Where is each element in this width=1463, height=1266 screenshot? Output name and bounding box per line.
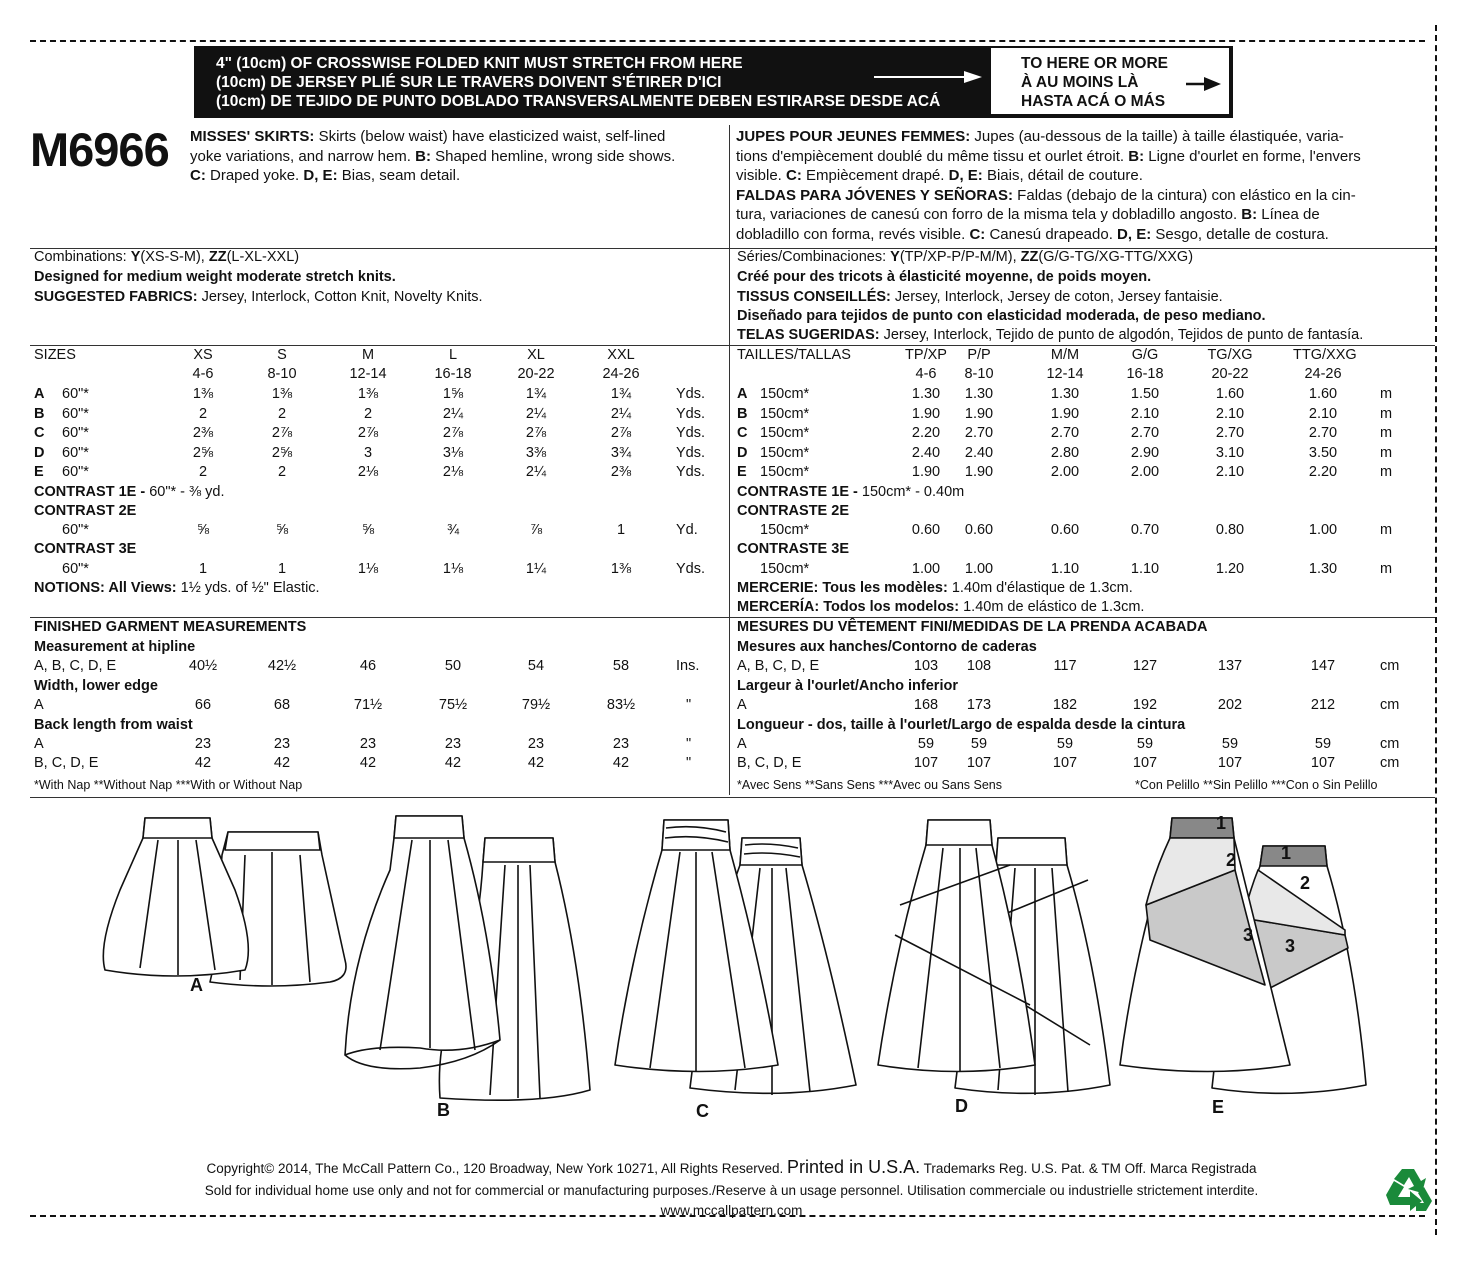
- fabric-width: 60"*: [62, 386, 89, 402]
- footer-copyright: Copyright© 2014, The McCall Pattern Co., 120 Broadway, New York 10271, All Rights Reserved. Printed in U.S.A. Trademarks Reg. U.S. Pat. & TM Off. Marca Registrada: [206, 1157, 1257, 1177]
- yardage-value: ⅝: [196, 522, 210, 538]
- measurement-value: 202: [1217, 697, 1243, 713]
- yardage-value: 2.40: [964, 444, 994, 461]
- measurement-value: 107: [1052, 755, 1078, 771]
- measurement-value: 103: [913, 658, 939, 674]
- measurement-value: 182: [1052, 697, 1078, 713]
- yardage-value: 2⅜: [192, 425, 214, 441]
- measurement-value: 42: [444, 755, 462, 771]
- unit: m: [1380, 425, 1393, 441]
- combinations-fr-es: Séries/Combinaciones: Y(TP/XP-P/P-M/M), ZZ(G/G-TG/XG-TTG/XXG): [737, 249, 1194, 265]
- footer-website: www.mccallpattern.com: [660, 1203, 803, 1218]
- measurement-value: 23: [612, 736, 630, 752]
- yardage-value: 2: [363, 405, 373, 422]
- unit: Yds.: [676, 444, 706, 461]
- measurement-title: Longueur - dos, taille à l'ourlet/Largo de espalda desde la cintura: [737, 717, 1186, 733]
- fabric-width: 60"*: [62, 425, 89, 441]
- measurement-value: 107: [1310, 755, 1336, 771]
- measurement-views: A: [737, 736, 747, 752]
- measurement-value: 54: [527, 658, 545, 674]
- unit: Yds.: [676, 561, 706, 577]
- measurement-views: A: [34, 697, 44, 713]
- measurement-value: 23: [194, 736, 212, 752]
- fabric-width: 150cm*: [760, 522, 810, 538]
- unit: Yd.: [676, 522, 698, 538]
- yardage-value: 2.90: [1130, 444, 1160, 461]
- column-divider: [729, 125, 730, 795]
- measurement-value: 83½: [606, 697, 636, 713]
- unit: m: [1380, 561, 1393, 577]
- yardage-value: 2.10: [1130, 405, 1160, 422]
- fabric-width: 60"*: [62, 464, 89, 480]
- measurement-title: Mesures aux hanches/Contorno de caderas: [737, 639, 1037, 655]
- unit: m: [1380, 405, 1393, 422]
- size-name: G/G: [1131, 347, 1159, 363]
- unit: Ins.: [676, 658, 700, 674]
- measurement-value: 107: [966, 755, 992, 771]
- measurement-value: 117: [1053, 658, 1077, 674]
- unit: Yds.: [676, 464, 706, 480]
- yardage-value: 1.30: [1308, 561, 1338, 577]
- fabric-width: 60"*: [62, 561, 89, 577]
- unit: ": [686, 697, 692, 713]
- view-letter: B: [737, 405, 748, 422]
- measurement-value: 107: [1217, 755, 1243, 771]
- piece-number-1: 1: [1216, 813, 1227, 833]
- measurement-value: 68: [273, 697, 291, 713]
- measurement-value: 147: [1310, 658, 1336, 674]
- unit: m: [1380, 522, 1393, 538]
- measurement-value: 107: [1132, 755, 1158, 771]
- measurement-title: Width, lower edge: [34, 678, 158, 694]
- nap-note-fr: *Avec Sens **Sans Sens ***Avec ou Sans Sens: [737, 778, 1002, 792]
- contrast-1e: CONTRAST 1E - 60"* - ⅜ yd.: [34, 484, 225, 500]
- suggested-fabrics-fr: TISSUS CONSEILLÉS: Jersey, Interlock, Jersey de coton, Jersey fantaisie.: [737, 289, 1223, 305]
- measurement-value: 79½: [521, 697, 551, 713]
- yardage-value: 2: [198, 464, 208, 480]
- top-cut-line: [30, 40, 1425, 42]
- yardage-value: 2: [277, 405, 287, 422]
- yardage-value: 2.70: [1050, 425, 1080, 441]
- size-number: 8-10: [964, 366, 994, 382]
- yardage-value: 0.60: [1050, 522, 1080, 538]
- fabric-width: 60"*: [62, 444, 89, 461]
- unit: ": [686, 755, 692, 771]
- view-e-label: E: [1212, 1097, 1225, 1117]
- yardage-value: 2⅛: [442, 464, 464, 480]
- measurement-value: 192: [1132, 697, 1158, 713]
- view-letter: D: [737, 444, 748, 461]
- yardage-value: 1¼: [525, 561, 547, 577]
- measurement-value: 168: [913, 697, 939, 713]
- measurement-title: Largeur à l'ourlet/Ancho inferior: [737, 678, 958, 694]
- yardage-value: 2.70: [1215, 425, 1245, 441]
- sizes-label-fr-es: TAILLES/TALLAS: [737, 347, 851, 363]
- measurement-value: 59: [970, 736, 988, 752]
- size-name: TTG/XXG: [1293, 347, 1357, 363]
- yardage-value: 0.60: [911, 522, 941, 538]
- rule: [30, 797, 1435, 798]
- arrow-right-icon: [874, 70, 984, 84]
- yardage-value: 0.70: [1130, 522, 1160, 538]
- unit: m: [1380, 464, 1393, 480]
- yardage-value: 1.30: [1050, 386, 1080, 402]
- unit: m: [1380, 444, 1393, 461]
- nap-note-es: *Con Pelillo **Sin Pelillo ***Con o Sin Pelillo: [1135, 778, 1378, 792]
- measurement-views: A: [737, 697, 747, 713]
- yardage-value: ¾: [446, 522, 460, 538]
- unit: Yds.: [676, 405, 706, 422]
- measurement-value: 42: [273, 755, 291, 771]
- measurement-views: A, B, C, D, E: [34, 658, 117, 674]
- unit: Yds.: [676, 386, 706, 402]
- stretch-gauge-text: 4" (10cm) OF CROSSWISE FOLDED KNIT MUST STRETCH FROM HERE (10cm) DE JERSEY PLIÉ SUR LE TRAVERS DOIVENT S'ÉTIRER D'ICI (10cm) DE TEJIDO DE PUNTO DOBLADO TRANSVERSALMENTE DEBEN ESTIRARSE DESDE ACÁ: [216, 55, 941, 110]
- size-name: L: [448, 347, 458, 363]
- yardage-value: 1.00: [1308, 522, 1338, 538]
- view-letter: B: [34, 405, 45, 422]
- yardage-value: 2.70: [1130, 425, 1160, 441]
- measurement-value: 127: [1132, 658, 1158, 674]
- measurement-value: 71½: [353, 697, 383, 713]
- description-en: MISSES' SKIRTS: Skirts (below waist) have elasticized waist, self-lined yoke variations, and narrow hem. B: Shaped hemline, wrong side shows. C: Draped yoke. D, E: Bias, seam detail.: [190, 128, 676, 184]
- measurement-views: A, B, C, D, E: [737, 658, 820, 674]
- size-name: TP/XP: [905, 347, 947, 363]
- measurement-views: B, C, D, E: [737, 755, 802, 771]
- measurement-value: 75½: [438, 697, 468, 713]
- yardage-value: 1⅝: [442, 386, 464, 402]
- yardage-value: 1.90: [1050, 405, 1080, 422]
- measurement-value: 173: [966, 697, 992, 713]
- suggested-fabrics-es: TELAS SUGERIDAS: Jersey, Interlock, Tejido de punto de algodón, Tejidos de punto de fantasía.: [737, 327, 1364, 343]
- fabric-width: 150cm*: [760, 425, 810, 441]
- contrast-1e: CONTRASTE 1E - 150cm* - 0.40m: [737, 484, 965, 500]
- yardage-value: 2⅞: [610, 425, 632, 441]
- size-number: 12-14: [349, 366, 387, 382]
- measurement-value: 23: [359, 736, 377, 752]
- piece-number-1: 1: [1281, 843, 1292, 863]
- measurement-value: 66: [194, 697, 212, 713]
- yardage-value: 1.60: [1308, 386, 1338, 402]
- size-name: P/P: [967, 347, 991, 363]
- yardage-value: 1.60: [1215, 386, 1245, 402]
- view-c-label: C: [696, 1101, 709, 1121]
- measurement-title: Back length from waist: [34, 717, 193, 733]
- sizes-label-en: SIZES: [34, 347, 76, 363]
- yardage-value: 2: [198, 405, 208, 422]
- size-name: S: [277, 347, 287, 363]
- view-letter: E: [737, 464, 747, 480]
- size-number: 4-6: [192, 366, 214, 382]
- arrow-right-icon: [1186, 76, 1222, 92]
- yardage-value: 1.20: [1215, 561, 1245, 577]
- yardage-value: 2⅝: [192, 444, 214, 461]
- designed-for-es: Diseñado para tejidos de punto con elasticidad moderada, de peso mediano.: [737, 308, 1266, 324]
- yardage-value: ⅞: [529, 522, 543, 538]
- measurement-value: 50: [444, 658, 462, 674]
- size-name: XXL: [607, 347, 635, 363]
- yardage-value: 2.00: [1050, 464, 1080, 480]
- piece-number-2: 2: [1300, 873, 1311, 893]
- contrast-3e-label: CONTRAST 3E: [34, 541, 137, 557]
- recycle-icon: [1380, 1165, 1436, 1217]
- size-number: 24-26: [1304, 366, 1342, 382]
- yardage-value: 2.10: [1215, 405, 1245, 422]
- fabric-width: 150cm*: [760, 444, 810, 461]
- notions-en: NOTIONS: All Views: 1½ yds. of ½" Elastic.: [34, 580, 320, 596]
- fabric-width: 60"*: [62, 405, 89, 422]
- measurement-value: 59: [917, 736, 935, 752]
- yardage-value: 2¼: [610, 405, 632, 422]
- unit: Yds.: [676, 425, 706, 441]
- yardage-value: 1⅛: [442, 561, 464, 577]
- nap-note-en: *With Nap **Without Nap ***With or Without Nap: [34, 778, 303, 792]
- yardage-value: 3.10: [1215, 444, 1245, 461]
- designed-for-fr: Créé pour des tricots à élasticité moyenne, de poids moyen.: [737, 269, 1152, 285]
- size-name: M/M: [1050, 347, 1080, 363]
- view-letter: A: [737, 386, 748, 402]
- measurement-value: 42½: [267, 658, 297, 674]
- measurement-value: 23: [273, 736, 291, 752]
- notions-fr: MERCERIE: Tous les modèles: 1.40m d'élastique de 1.3cm.: [737, 580, 1133, 596]
- unit: cm: [1380, 736, 1400, 752]
- size-name: XL: [527, 347, 545, 363]
- yardage-value: 2.00: [1130, 464, 1160, 480]
- yardage-value: 2.10: [1215, 464, 1245, 480]
- combinations-en: Combinations: Y(XS-S-M), ZZ(L-XL-XXL): [34, 249, 300, 265]
- measurement-value: 59: [1314, 736, 1332, 752]
- yardage-value: 3⅛: [442, 444, 464, 461]
- measurement-title: Measurement at hipline: [34, 639, 196, 655]
- pattern-number: M6966: [30, 123, 169, 176]
- measurement-value: 58: [612, 658, 630, 674]
- yardage-value: 1⅜: [192, 386, 214, 402]
- yardage-value: 1.90: [911, 464, 941, 480]
- size-name: M: [361, 347, 375, 363]
- yardage-value: 2¼: [442, 405, 464, 422]
- yardage-value: 1.50: [1130, 386, 1160, 402]
- yardage-value: 1.90: [964, 405, 994, 422]
- unit: m: [1380, 386, 1393, 402]
- yardage-value: 3¾: [610, 444, 632, 461]
- view-letter: C: [34, 425, 45, 441]
- designed-for-en: Designed for medium weight moderate stretch knits.: [34, 269, 396, 285]
- yardage-value: 2: [277, 464, 287, 480]
- measurement-value: 42: [194, 755, 212, 771]
- fabric-width: 150cm*: [760, 386, 810, 402]
- view-d-label: D: [955, 1096, 968, 1116]
- piece-number-2: 2: [1226, 850, 1237, 870]
- yardage-value: 1⅜: [610, 561, 632, 577]
- yardage-value: ⅝: [275, 522, 289, 538]
- unit: cm: [1380, 755, 1400, 771]
- size-number: 16-18: [1126, 366, 1164, 382]
- unit: cm: [1380, 697, 1400, 713]
- yardage-value: 2¼: [525, 464, 547, 480]
- fabric-width: 150cm*: [760, 561, 810, 577]
- yardage-value: 2.20: [911, 425, 941, 441]
- size-number: 4-6: [915, 366, 937, 382]
- size-name: XS: [193, 347, 213, 363]
- fgm-title-fr-es: MESURES DU VÊTEMENT FINI/MEDIDAS DE LA PRENDA ACABADA: [737, 619, 1208, 635]
- measurement-value: 42: [612, 755, 630, 771]
- yardage-value: 2⅝: [271, 444, 293, 461]
- yardage-value: 2.40: [911, 444, 941, 461]
- yardage-value: 2⅛: [357, 464, 379, 480]
- size-number: 20-22: [1211, 366, 1249, 382]
- measurement-value: 212: [1310, 697, 1336, 713]
- measurement-value: 59: [1056, 736, 1074, 752]
- notions-es: MERCERÍA: Todos los modelos: 1.40m de elástico de 1.3cm.: [737, 599, 1145, 615]
- measurement-value: 46: [359, 658, 377, 674]
- yardage-value: 2.10: [1308, 405, 1338, 422]
- unit: ": [686, 736, 692, 752]
- fabric-width: 150cm*: [760, 464, 810, 480]
- size-number: 16-18: [434, 366, 472, 382]
- yardage-value: 1: [616, 522, 626, 538]
- yardage-value: 0.80: [1215, 522, 1245, 538]
- size-number: 12-14: [1046, 366, 1084, 382]
- view-letter: A: [34, 386, 45, 402]
- yardage-value: 1⅜: [357, 386, 379, 402]
- measurement-views: A: [34, 736, 44, 752]
- stretch-gauge: [194, 46, 1233, 118]
- measurement-value: 40½: [188, 658, 218, 674]
- yardage-value: 1.00: [911, 561, 941, 577]
- view-letter: E: [34, 464, 44, 480]
- yardage-value: 3⅜: [525, 444, 547, 461]
- yardage-value: 1⅛: [357, 561, 379, 577]
- view-letter: C: [737, 425, 748, 441]
- yardage-value: 1.30: [964, 386, 994, 402]
- view-b-label: B: [437, 1100, 450, 1120]
- yardage-value: 0.60: [964, 522, 994, 538]
- measurement-value: 137: [1217, 658, 1243, 674]
- description-fr-es: JUPES POUR JEUNES FEMMES: Jupes (au-dessous de la taille) à taille élastiquée, varia- tions d'empiècement doublé du même tissu et ourlet étroit. B: Ligne d'ourlet en forme, l'envers visible. C: Empiècement drapé. D, E: Biais, détail de couture. FALDAS PARA JÓVENES Y SEÑORAS: Faldas (debajo de la cintura) con elástico en la cin- tura, variaciones de canesú con forro de la misma tela y dobladillo angosto. B: Línea de dobladillo con forma, revés visible. C: Canesú drapeado. D, E: Sesgo, detalle de costura.: [736, 128, 1361, 243]
- yardage-value: 1: [198, 561, 208, 577]
- yardage-value: 1: [277, 561, 287, 577]
- yardage-value: 3: [363, 444, 373, 461]
- yardage-value: 3.50: [1308, 444, 1338, 461]
- measurement-value: 108: [966, 658, 992, 674]
- yardage-value: 1.90: [964, 464, 994, 480]
- yardage-value: 2⅞: [442, 425, 464, 441]
- yardage-value: 1.90: [911, 405, 941, 422]
- yardage-value: 1⅜: [271, 386, 293, 402]
- footer-usage: Sold for individual home use only and not for commercial or manufacturing purposes./Reserve à un usage personnel. Utilisation commerciale ou industrielle strictement interdite.: [204, 1183, 1259, 1198]
- piece-number-3: 3: [1243, 925, 1254, 945]
- yardage-value: 2⅞: [271, 425, 293, 441]
- contrast-3e-label: CONTRASTE 3E: [737, 541, 849, 557]
- yardage-value: 2.70: [964, 425, 994, 441]
- measurement-value: 23: [527, 736, 545, 752]
- yardage-value: ⅝: [361, 522, 375, 538]
- yardage-value: 2⅞: [525, 425, 547, 441]
- suggested-fabrics-en: SUGGESTED FABRICS: Jersey, Interlock, Cotton Knit, Novelty Knits.: [34, 289, 483, 305]
- yardage-value: 2¼: [525, 405, 547, 422]
- size-number: 8-10: [267, 366, 297, 382]
- view-letter: D: [34, 444, 45, 461]
- view-a-label: A: [190, 975, 203, 995]
- contrast-2e-label: CONTRASTE 2E: [737, 503, 849, 519]
- fabric-width: 150cm*: [760, 405, 810, 422]
- fgm-title-en: FINISHED GARMENT MEASUREMENTS: [34, 619, 307, 635]
- measurement-value: 59: [1221, 736, 1239, 752]
- skirt-illustrations: [0, 810, 1463, 1140]
- yardage-value: 1.00: [964, 561, 994, 577]
- measurement-value: 107: [913, 755, 939, 771]
- unit: cm: [1380, 658, 1400, 674]
- piece-number-3: 3: [1285, 936, 1296, 956]
- measurement-views: B, C, D, E: [34, 755, 99, 771]
- contrast-2e-label: CONTRAST 2E: [34, 503, 137, 519]
- size-number: 20-22: [517, 366, 555, 382]
- measurement-value: 23: [444, 736, 462, 752]
- yardage-value: 1.10: [1130, 561, 1160, 577]
- yardage-value: 1¾: [610, 386, 632, 402]
- yardage-value: 1.30: [911, 386, 941, 402]
- view-b-front-illustration: [345, 816, 500, 1069]
- yardage-value: 2.20: [1308, 464, 1338, 480]
- yardage-value: 1¾: [525, 386, 547, 402]
- measurement-value: 42: [359, 755, 377, 771]
- yardage-value: 2.70: [1308, 425, 1338, 441]
- measurement-value: 42: [527, 755, 545, 771]
- yardage-value: 2.80: [1050, 444, 1080, 461]
- yardage-value: 1.10: [1050, 561, 1080, 577]
- yardage-value: 2⅜: [610, 464, 632, 480]
- size-number: 24-26: [602, 366, 640, 382]
- fabric-width: 60"*: [62, 522, 89, 538]
- measurement-value: 59: [1136, 736, 1154, 752]
- yardage-value: 2⅞: [357, 425, 379, 441]
- size-name: TG/XG: [1207, 347, 1253, 363]
- stretch-target-box: TO HERE OR MORE À AU MOINS LÀ HASTA ACÁ O MÁS: [991, 48, 1229, 114]
